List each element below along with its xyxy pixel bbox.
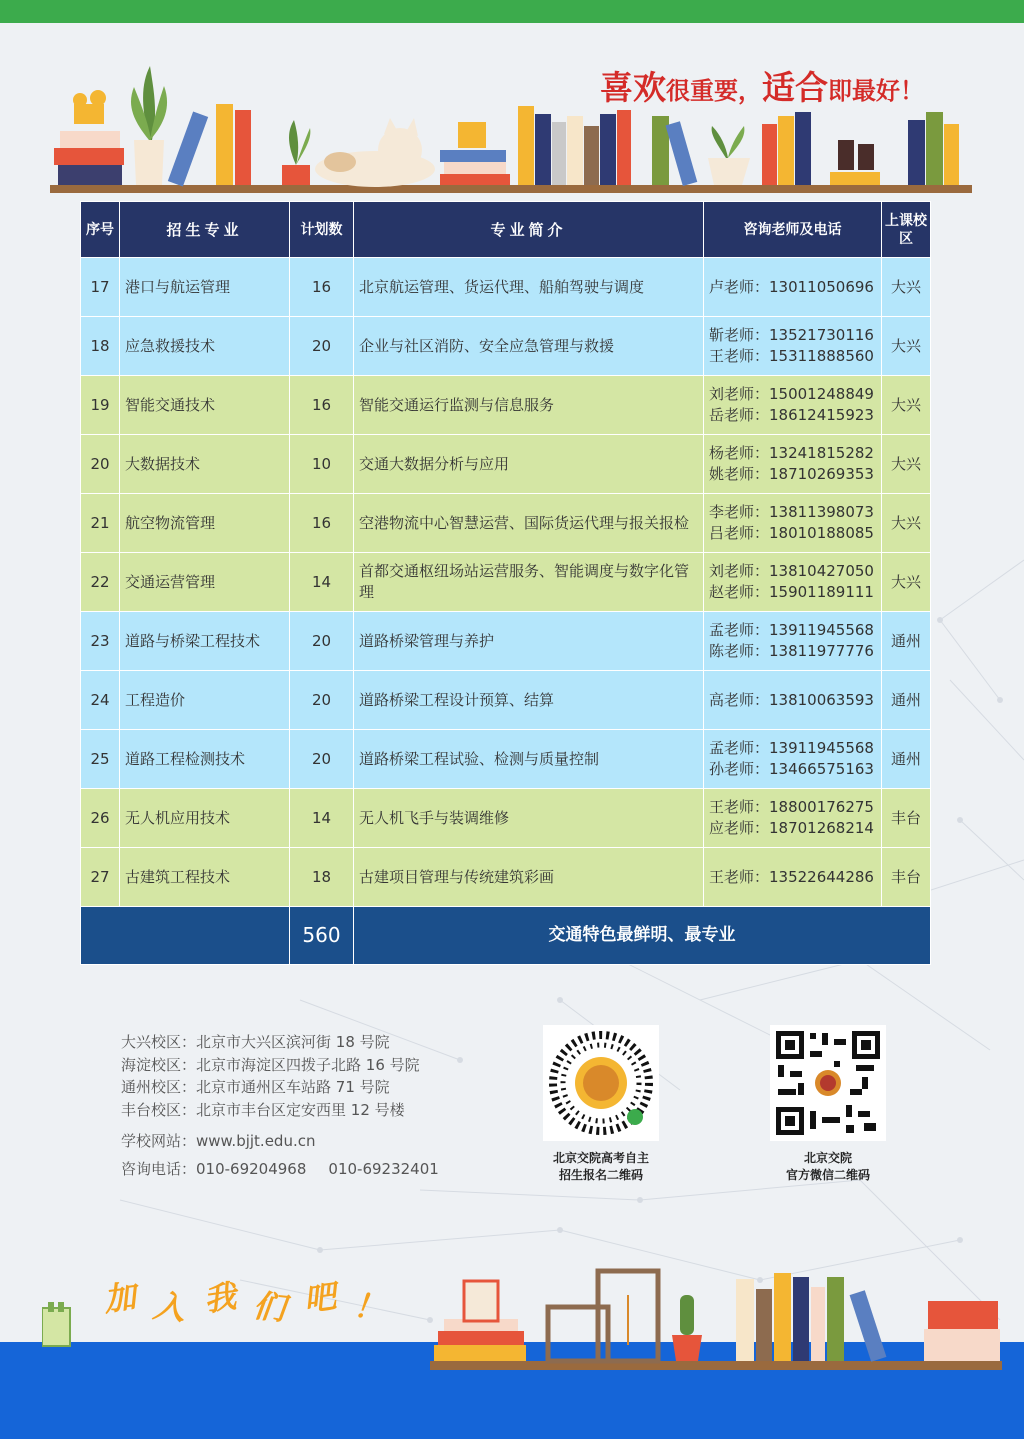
join-char: 我 <box>201 1276 239 1320</box>
total-plan: 560 <box>290 907 354 965</box>
cell-contact <box>704 671 882 730</box>
school-info <box>121 1031 461 1180</box>
header-desc: 专业简介 <box>354 202 704 258</box>
cell-num: 19 <box>81 376 120 435</box>
slogan-part4: 即最好！ <box>828 77 924 105</box>
table-header-row <box>81 202 931 258</box>
cell-campus: 大兴 <box>882 317 931 376</box>
contact-line: 孟老师：13911945568 <box>709 739 874 757</box>
contact-line: 卢老师：13011050696 <box>709 277 874 296</box>
cell-campus: 丰台 <box>882 848 931 907</box>
slogan-part3: 适合 <box>762 68 828 107</box>
cell-plan: 18 <box>290 848 354 907</box>
qr2-line1: 北京交院 <box>803 1151 852 1165</box>
contact-line: 刘老师：15001248849 <box>709 385 874 403</box>
header-campus: 上课校区 <box>882 202 931 258</box>
cell-num: 21 <box>81 494 120 553</box>
table-row <box>81 730 931 789</box>
book-stack-icon <box>42 1302 72 1348</box>
cell-campus: 通州 <box>882 612 931 671</box>
contact-line: 吕老师：18010188085 <box>709 524 874 542</box>
cell-num: 25 <box>81 730 120 789</box>
table-row <box>81 789 931 848</box>
qr1-line1: 北京交院高考自主 <box>552 1151 649 1165</box>
contact-line: 姚老师：18710269353 <box>709 465 874 483</box>
qr2-line2: 官方微信二维码 <box>785 1168 870 1182</box>
school-website: 学校网站：www.bjjt.edu.cn <box>121 1132 316 1150</box>
qr1-line2: 招生报名二维码 <box>558 1168 643 1182</box>
cell-desc: 空港物流中心智慧运营、国际货运代理与报关报检 <box>354 494 704 553</box>
cell-plan: 14 <box>290 789 354 848</box>
cell-num: 27 <box>81 848 120 907</box>
campus-tongzhou-address: 通州校区：北京市通州区车站路 71 号院 <box>121 1078 390 1096</box>
slogan-part1: 喜欢 <box>600 68 666 107</box>
header-plan: 计划数 <box>290 202 354 258</box>
table-row <box>81 612 931 671</box>
cell-contact <box>704 376 882 435</box>
cell-desc: 道路桥梁管理与养护 <box>354 612 704 671</box>
table-row <box>81 671 931 730</box>
table-row <box>81 317 931 376</box>
cell-major: 古建筑工程技术 <box>120 848 290 907</box>
cell-major: 交通运营管理 <box>120 553 290 612</box>
contact-line: 应老师：18701268214 <box>709 819 874 837</box>
cell-campus: 大兴 <box>882 494 931 553</box>
total-empty-cell <box>81 907 290 965</box>
cell-plan: 20 <box>290 730 354 789</box>
cell-major: 应急救援技术 <box>120 317 290 376</box>
consult-phones <box>121 1158 461 1181</box>
contact-line: 王老师：13522644286 <box>709 867 874 886</box>
cell-major: 道路与桥梁工程技术 <box>120 612 290 671</box>
table-row <box>81 376 931 435</box>
cell-contact <box>704 435 882 494</box>
phone-1: 咨询电话：010-69204968 <box>121 1159 307 1178</box>
cell-major: 道路工程检测技术 <box>120 730 290 789</box>
cell-contact <box>704 789 882 848</box>
cell-major: 工程造价 <box>120 671 290 730</box>
contact-line: 孟老师：13911945568 <box>709 621 874 639</box>
cell-contact <box>704 848 882 907</box>
cell-contact <box>704 730 882 789</box>
table-row <box>81 258 931 317</box>
cell-major: 航空物流管理 <box>120 494 290 553</box>
campus-haidian-address: 海淀校区：北京市海淀区四拨子北路 16 号院 <box>121 1055 420 1074</box>
cell-plan: 16 <box>290 258 354 317</box>
contact-line: 王老师：18800176275 <box>709 798 874 816</box>
table-total-row <box>81 907 931 965</box>
cell-contact <box>704 258 882 317</box>
header-contact: 咨询老师及电话 <box>704 202 882 258</box>
cell-major: 港口与航运管理 <box>120 258 290 317</box>
cell-num: 22 <box>81 553 120 612</box>
mini-program-qr-caption <box>521 1150 681 1184</box>
header-major: 招生专业 <box>120 202 290 258</box>
mini-program-qr-code <box>543 1025 659 1141</box>
cell-contact <box>704 317 882 376</box>
cell-desc: 首都交通枢纽场站运营服务、智能调度与数字化管理 <box>354 553 704 612</box>
cell-campus: 大兴 <box>882 435 931 494</box>
cell-campus: 大兴 <box>882 376 931 435</box>
cell-desc: 企业与社区消防、安全应急管理与救援 <box>354 317 704 376</box>
cell-num: 17 <box>81 258 120 317</box>
cell-desc: 北京航运管理、货运代理、船舶驾驶与调度 <box>354 258 704 317</box>
contact-line: 靳老师：13521730116 <box>709 326 874 344</box>
cell-campus: 大兴 <box>882 553 931 612</box>
join-char: 吧 <box>301 1276 339 1320</box>
table-row <box>81 553 931 612</box>
cell-desc: 智能交通运行监测与信息服务 <box>354 376 704 435</box>
cell-desc: 道路桥梁工程试验、检测与质量控制 <box>354 730 704 789</box>
cell-num: 24 <box>81 671 120 730</box>
campus-fengtai-address: 丰台校区：北京市丰台区定安西里 12 号楼 <box>121 1100 405 1119</box>
cell-campus: 通州 <box>882 730 931 789</box>
cell-num: 26 <box>81 789 120 848</box>
table-row <box>81 494 931 553</box>
contact-line: 刘老师：13810427050 <box>709 562 874 580</box>
cell-plan: 20 <box>290 671 354 730</box>
cell-plan: 20 <box>290 612 354 671</box>
contact-line: 李老师：13811398073 <box>709 503 874 521</box>
header-num: 序号 <box>81 202 120 258</box>
top-green-bar <box>0 0 1024 23</box>
cell-desc: 道路桥梁工程设计预算、结算 <box>354 671 704 730</box>
majors-table <box>80 201 931 965</box>
table-row <box>81 435 931 494</box>
cell-num: 18 <box>81 317 120 376</box>
join-char: 加 <box>101 1276 139 1320</box>
bookshelf-illustration <box>50 62 975 197</box>
cell-contact <box>704 553 882 612</box>
cell-plan: 10 <box>290 435 354 494</box>
cell-desc: 古建项目管理与传统建筑彩画 <box>354 848 704 907</box>
contact-line: 王老师：15311888560 <box>709 347 874 365</box>
slogan-part2: 很重要， <box>666 77 762 105</box>
majors-table-container <box>80 201 930 965</box>
contact-line: 赵老师：15901189111 <box>709 583 874 601</box>
cell-plan: 16 <box>290 376 354 435</box>
contact-line: 陈老师：13811977776 <box>709 642 874 660</box>
cell-num: 23 <box>81 612 120 671</box>
cell-campus: 丰台 <box>882 789 931 848</box>
table-row <box>81 848 931 907</box>
join-char: ！ <box>351 1286 388 1328</box>
cell-major: 无人机应用技术 <box>120 789 290 848</box>
total-slogan: 交通特色最鲜明、最专业 <box>354 907 931 965</box>
cell-plan: 20 <box>290 317 354 376</box>
join-char: 们 <box>251 1286 288 1328</box>
cell-plan: 16 <box>290 494 354 553</box>
cell-major: 智能交通技术 <box>120 376 290 435</box>
contact-line: 岳老师：18612415923 <box>709 406 874 424</box>
wechat-qr-code <box>770 1025 886 1141</box>
cell-plan: 14 <box>290 553 354 612</box>
cell-campus: 通州 <box>882 671 931 730</box>
cell-campus: 大兴 <box>882 258 931 317</box>
bottom-shelf-illustration <box>420 1265 1010 1375</box>
contact-line: 杨老师：13241815282 <box>709 444 874 462</box>
cell-contact <box>704 612 882 671</box>
campus-daxing-address: 大兴校区：北京市大兴区滨河街 18 号院 <box>121 1033 390 1051</box>
cell-desc: 交通大数据分析与应用 <box>354 435 704 494</box>
cell-desc: 无人机飞手与装调维修 <box>354 789 704 848</box>
cell-num: 20 <box>81 435 120 494</box>
contact-line: 高老师：13810063593 <box>709 690 874 709</box>
join-us-slogan <box>101 1276 404 1328</box>
phone-2: 010-69232401 <box>328 1159 439 1178</box>
cell-major: 大数据技术 <box>120 435 290 494</box>
contact-line: 孙老师：13466575163 <box>709 760 874 778</box>
wechat-qr-caption <box>748 1150 908 1184</box>
cell-contact <box>704 494 882 553</box>
join-char: 入 <box>151 1286 188 1328</box>
